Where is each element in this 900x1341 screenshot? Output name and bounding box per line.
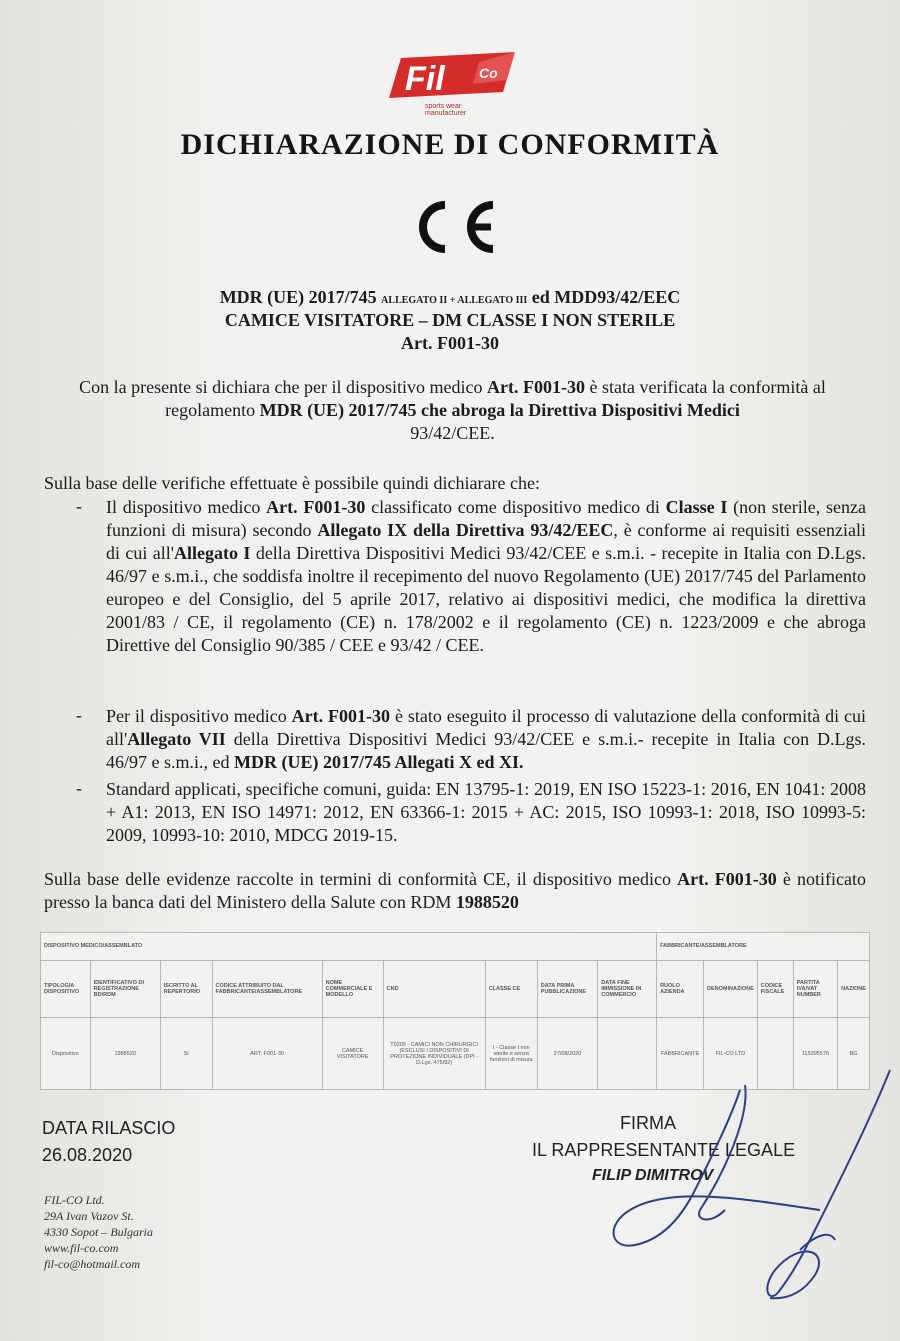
intro-paragraph: Con la presente si dichiara che per il dispositivo medico Art. F001-30 è stata verificata la conformità al regolamento MDR (UE) 2017/745 che abroga la Direttiva Dispositivi Medici 93/42/CEE. <box>79 377 826 443</box>
table-cell: 27/08/2020 <box>537 1018 597 1090</box>
table-cell: ART. F001-30 <box>212 1018 322 1090</box>
table-cell: T0205 - CAMICI NON CHIRURGICI (ESCLUSI I DISPOSITIVI DI PROTEZIONE INDIVIDUALE (DPI - D.Lgs. 475/92) <box>383 1018 485 1090</box>
column-header: RUOLO AZIENDA <box>657 960 704 1018</box>
issue-date-label: DATA RILASCIO <box>42 1118 176 1138</box>
product-line: CAMICE VISITATORE – DM CLASSE I NON STERILE <box>224 310 676 330</box>
group-device: DISPOSITIVO MEDICO/ASSEMBLATO <box>41 933 657 961</box>
signature-label: FIRMA <box>620 1113 676 1133</box>
column-header: NOME COMMERCIALE E MODELLO <box>322 960 383 1018</box>
logo-wordmark: Fil <box>405 60 445 98</box>
table-cell: 1988520 <box>90 1018 160 1090</box>
column-header: CND <box>383 960 485 1018</box>
address-line: 29A Ivan Vazov St. <box>44 1209 134 1223</box>
handwritten-signature <box>600 1060 900 1320</box>
address-line: 4330 Sopot – Bulgaria <box>44 1225 154 1239</box>
table-cell: Si <box>160 1018 212 1090</box>
signatory-role: IL RAPPRESENTANTE LEGALE <box>532 1140 796 1160</box>
notification-paragraph: Sulla base delle evidenze raccolte in termini di conformità CE, il dispositivo medico Art. F001-30 è notificato presso la banca dati del Ministero della Salute con RDM 1988520 <box>44 869 866 912</box>
table-cell: FIL-CO LTD <box>704 1018 758 1090</box>
logo-co: Co <box>479 65 498 81</box>
table-cell: CAMICE VISITATORE <box>322 1018 383 1090</box>
column-header: CODICE ATTRIBUITO DAL FABBRICANTE/ASSEMBLATORE <box>212 960 322 1018</box>
lead-sentence: Sulla base delle verifiche effettuate è possibile quindi dichiarare che: <box>44 473 540 493</box>
column-header: DATA FINE IMMISSIONE IN COMMERCIO <box>598 960 657 1018</box>
address-line: FIL-CO Ltd. <box>44 1193 105 1207</box>
table-cell: BG <box>838 1018 870 1090</box>
bullet-dash: - <box>76 705 82 725</box>
bullet-dash: - <box>76 496 82 516</box>
signatory-name: FILIP DIMITROV <box>592 1167 714 1184</box>
column-header: IDENTIFICATIVO DI REGISTRAZIONE BD/RDM <box>90 960 160 1018</box>
table-cell: Dispositivo <box>41 1018 91 1090</box>
bullet-standards: Standard applicati, specifiche comuni, guida: EN 13795-1: 2019, EN ISO 15223-1: 2016, EN 1041: 2008 + A1: 2013, EN ISO 14971: 2012, EN 63366-1: 2015 + AC: 2015, ISO 10993-1: 2018, ISO 10993-5: 2009, 10993-10: 2010, MDCG 2019-15. <box>106 779 866 845</box>
group-manufacturer: FABBRICANTE/ASSEMBLATORE <box>657 933 870 961</box>
table-cell: I - Classe I non sterile e senza funzioni di misura <box>485 1018 537 1090</box>
page-title: DICHIARAZIONE DI CONFORMITÀ <box>180 128 720 161</box>
issue-date: 26.08.2020 <box>42 1145 133 1165</box>
ce-mark-icon <box>405 197 497 257</box>
address-line: fil-co@hotmail.com <box>44 1257 141 1271</box>
column-header: NAZIONE <box>838 960 870 1018</box>
regulation-line: MDR (UE) 2017/745 ALLEGATO II + ALLEGATO III ed MDD93/42/EEC <box>219 287 681 307</box>
bullet-classification: Il dispositivo medico Art. F001-30 classificato come dispositivo medico di Classe I (non sterile, senza funzioni di misura) secondo Allegato IX della Direttiva 93/42/EEC, è conforme ai requisiti essenziali di cui all'Allegato I della Direttiva Dispositivi Medici 93/42/CEE e s.m.i. - recepite in Italia con D.Lgs. 46/97 e s.m.i., che soddisfa inoltre il recepimento del nuovo Regolamento (UE) 2017/745 del Parlamento europeo e del Consiglio, del 5 aprile 2017, relativo ai dispositivi medici, che modifica la direttiva 2001/83 / CE, il regolamento (CE) n. 178/2002 e il regolamento (CE) n. 1223/2009 e che abroga Direttive del Consiglio 90/385 / CEE e 93/42 / CEE. <box>106 497 866 655</box>
company-address <box>44 1192 153 1272</box>
column-header: TIPOLOGIA DISPOSITIVO <box>41 960 91 1018</box>
column-header: CODICE FISCALE <box>757 960 793 1018</box>
table-cell: FABBRICANTE <box>657 1018 704 1090</box>
column-header: PARTITA IVA/VAT NUMBER <box>793 960 837 1018</box>
article-line: Art. F001-30 <box>401 333 499 353</box>
address-line: www.fil-co.com <box>44 1241 119 1255</box>
bullet-assessment: Per il dispositivo medico Art. F001-30 è stato eseguito il processo di valutazione della conformità di cui all'Allegato VII della Direttiva Dispositivi Medici 93/42/CEE e s.m.i.- recepite in Italia con D.Lgs. 46/97 e s.m.i., ed MDR (UE) 2017/745 Allegati X ed XI. <box>106 706 866 772</box>
logo-tagline: sports wear manufacturer <box>425 103 467 117</box>
table-column-header <box>41 960 870 1018</box>
column-header: DATA PRIMA PUBBLICAZIONE <box>537 960 597 1018</box>
column-header: ISCRITTO AL REPERTORIO <box>160 960 212 1018</box>
table-group-header <box>41 933 870 961</box>
bullet-dash: - <box>76 778 82 798</box>
column-header: CLASSE CE <box>485 960 537 1018</box>
table-cell: 115395576 <box>793 1018 837 1090</box>
column-header: DENOMINAZIONE <box>704 960 758 1018</box>
